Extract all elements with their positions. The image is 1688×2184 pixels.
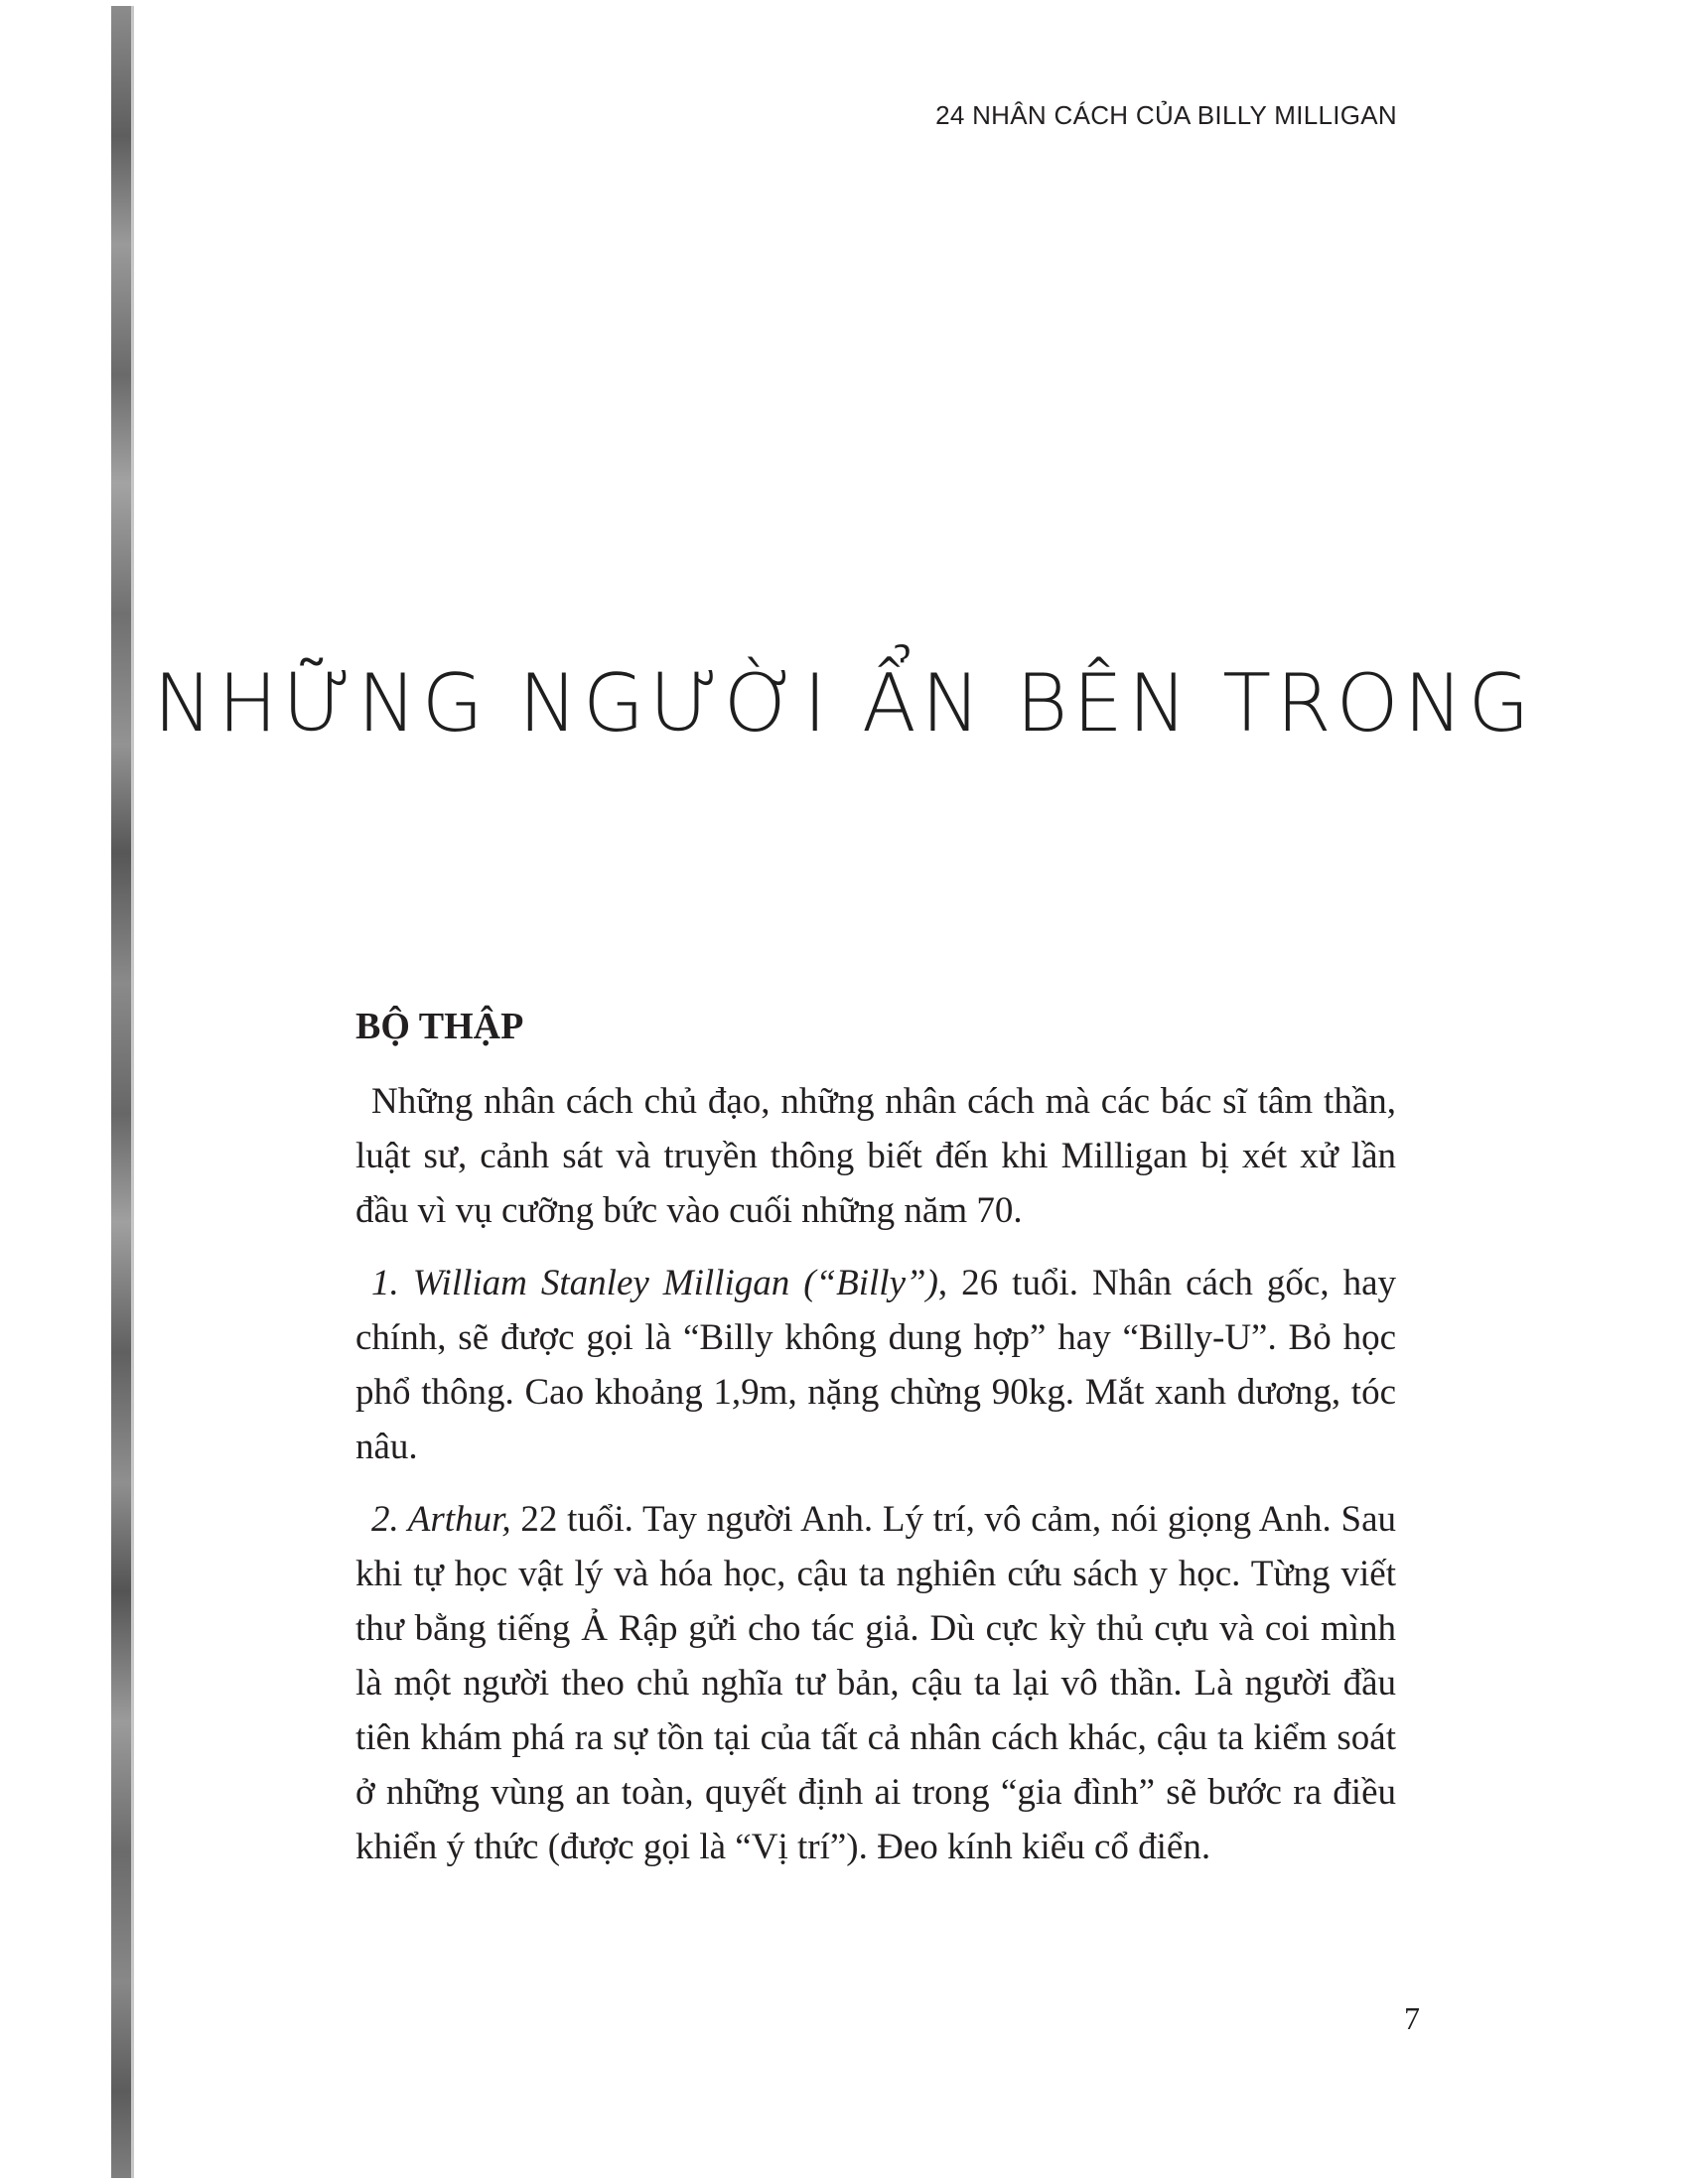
intro-paragraph: Những nhân cách chủ đạo, những nhân cách mà các bác sĩ tâm thần, luật sư, cảnh sát và truyền thông biết đến khi Milligan bị xét xử lần đầu vì vụ cưỡng bức vào cuối những năm 70. [355,1081,1396,1231]
chapter-title: NHỮNG NGƯỜI ẨN BÊN TRONG [153,657,1535,750]
entry-paragraph-1 [355,1256,1396,1474]
section-heading: BỘ THẬP [355,1006,524,1047]
book-spine-edge [111,6,131,2178]
entry-paragraph-2 [355,1492,1396,1874]
entry-name-2: 2. Arthur, [371,1499,511,1540]
entry-text-1: , 26 tuổi. Nhân cách gốc, hay chính, sẽ được gọi là “Billy không dung hợp” hay “Billy-U”. Bỏ học phổ thông. Cao khoảng 1,9m, nặng chừng 90kg. Mắt xanh dương, tóc nâu. [355,1263,1396,1467]
entry-text-2: 22 tuổi. Tay người Anh. Lý trí, vô cảm, nói giọng Anh. Sau khi tự học vật lý và hóa học, cậu ta nghiên cứu sách y học. Từng viết thư bằng tiếng Ả Rập gửi cho tác giả. Dù cực kỳ thủ cựu và coi mình là một người theo chủ nghĩa tư bản, cậu ta lại vô thần. Là người đầu tiên khám phá ra sự tồn tại của tất cả nhân cách khác, cậu ta kiểm soát ở những vùng an toàn, quyết định ai trong “gia đình” sẽ bước ra điều khiển ý thức (được gọi là “Vị trí”). Đeo kính kiểu cổ điển. [355,1499,1396,1867]
spine-highlight [131,6,134,2178]
entry-name-1: 1. William Stanley Milligan (“Billy”) [371,1263,938,1303]
body-content [355,1003,1396,1892]
running-head: 24 NHÂN CÁCH CỦA BILLY MILLIGAN [935,100,1397,130]
page-number: 7 [1404,2000,1420,2036]
